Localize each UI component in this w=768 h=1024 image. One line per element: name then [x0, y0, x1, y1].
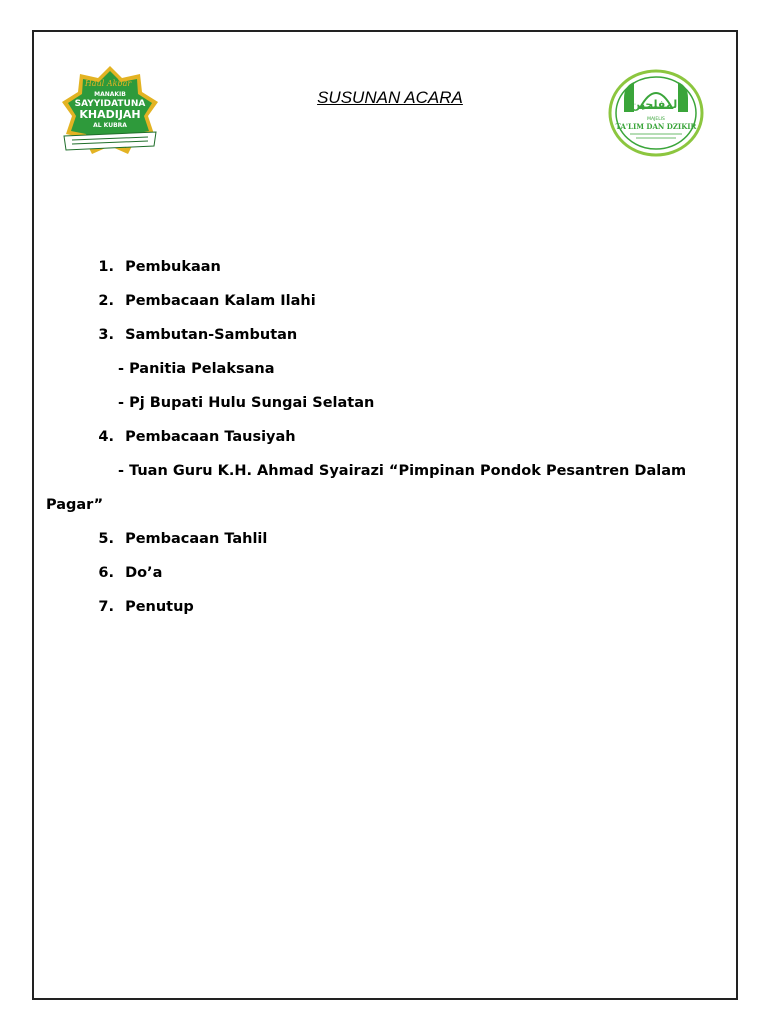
agenda-item [86, 429, 296, 445]
agenda-subitem [118, 361, 275, 377]
agenda-item-label: Sambutan-Sambutan [125, 327, 298, 343]
agenda-subitem-label: - Pj Bupati Hulu Sungai Selatan [118, 395, 375, 411]
agenda-item-number: 3. [98, 327, 114, 343]
page-border [32, 30, 738, 1000]
logo-left-line-5: AL KUBRA [93, 122, 127, 129]
agenda-item-number: 5. [98, 531, 114, 547]
agenda-item-number: 1. [98, 259, 114, 275]
agenda-subitem-label: - Tuan Guru K.H. Ahmad Syairazi “Pimpinan Pondok Pesantren Dalam [118, 463, 687, 479]
logo-right-line-3: TA'LIM DAN DZIKIR [615, 122, 697, 131]
agenda-subitem [118, 463, 686, 479]
agenda-item-number: 4. [98, 429, 114, 445]
agenda-subitem-label: Pagar” [46, 497, 104, 513]
agenda-item-label: Do’a [125, 565, 163, 581]
haul-manakib-badge-logo [58, 64, 162, 156]
document-title: SUSUNAN ACARA [317, 88, 463, 107]
agenda-subitem-label: - Panitia Pelaksana [118, 361, 275, 377]
agenda-item-label: Pembukaan [125, 259, 221, 275]
agenda-item [86, 599, 194, 615]
agenda-item-label: Pembacaan Kalam Ilahi [125, 293, 316, 309]
agenda-item-number: 6. [98, 565, 114, 581]
agenda-item [86, 327, 297, 343]
agenda-item [86, 565, 162, 581]
agenda-item [86, 531, 267, 547]
logo-right-arabic: المفلحين [631, 98, 681, 111]
logo-left-line-4: KHADIJAH [79, 108, 141, 121]
logo-left-line-2: MANAKIB [94, 91, 126, 98]
agenda-item-number: 2. [98, 293, 114, 309]
agenda-item-label: Penutup [125, 599, 194, 615]
logo-right-line-2: MAJELIS [647, 117, 665, 122]
agenda-item-label: Pembacaan Tahlil [125, 531, 268, 547]
agenda-item-number: 7. [98, 599, 114, 615]
agenda-subitem-continuation [46, 497, 103, 513]
logo-left-line-1: Haul Akbar [84, 79, 132, 88]
logo-left-line-3: SAYYIDATUNA [74, 99, 146, 109]
agenda-item-label: Pembacaan Tausiyah [125, 429, 296, 445]
agenda-item [86, 293, 316, 309]
majelis-mosque-logo [606, 68, 706, 158]
agenda-item [86, 259, 221, 275]
agenda-subitem [118, 395, 374, 411]
